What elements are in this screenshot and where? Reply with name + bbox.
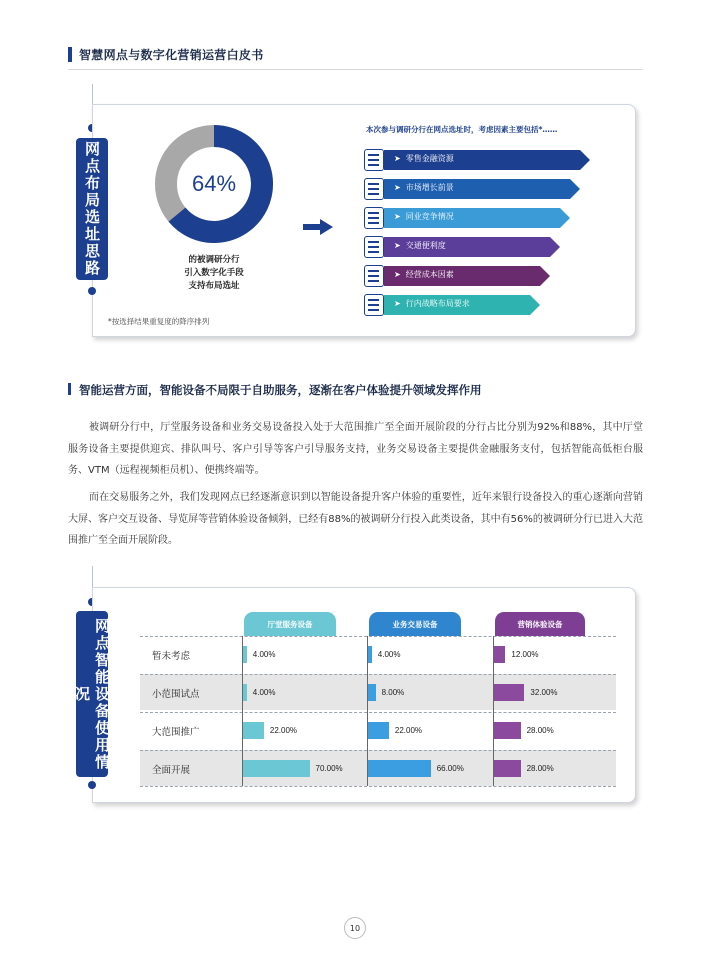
panel1-bottom-dot xyxy=(88,287,96,295)
factor-label: ➤ 同业竞争情况 xyxy=(394,212,454,221)
checklist-icon xyxy=(364,207,384,229)
bar-value-label: 70.00% xyxy=(315,764,343,773)
bar xyxy=(494,760,521,777)
caption-line: 的被调研分行 xyxy=(188,255,240,265)
bar-value-label: 66.00% xyxy=(436,764,464,773)
bar-value-label: 22.00% xyxy=(394,726,423,735)
bar xyxy=(243,684,247,701)
bar xyxy=(368,684,376,701)
column-header: 营销体验设备 xyxy=(495,612,585,636)
factor-label-text: 经营成本因素 xyxy=(405,270,454,279)
bar xyxy=(368,722,389,739)
factor-label: ➤ 零售金融资源 xyxy=(394,154,454,163)
page-number: 10 xyxy=(344,917,366,939)
factor-label-text: 同业竞争情况 xyxy=(405,212,454,221)
factor-label-text: 行内战略布局要求 xyxy=(405,299,470,308)
factor-label-text: 市场增长前景 xyxy=(405,183,454,192)
checklist-icon xyxy=(364,294,384,316)
bar xyxy=(494,684,524,701)
factor-label-text: 零售金融资源 xyxy=(405,154,454,163)
row-label: 大范围推广 xyxy=(152,727,200,738)
header-accent-bar xyxy=(68,47,72,62)
checklist-icon xyxy=(364,236,384,258)
bar xyxy=(494,722,521,739)
factor-item xyxy=(364,177,582,201)
row-label: 小范围试点 xyxy=(152,689,200,700)
heading-accent-bar xyxy=(68,383,71,395)
donut-chart xyxy=(155,125,273,243)
row-label: 暂未考虑 xyxy=(152,651,191,662)
donut-percent-label: 64% xyxy=(191,171,237,196)
caption-line: 支持布局选址 xyxy=(188,281,240,291)
factor-item xyxy=(364,206,572,230)
factor-item xyxy=(364,293,542,317)
bar-value-label: 4.00% xyxy=(252,688,276,697)
bar xyxy=(494,646,505,663)
bar-value-label: 12.00% xyxy=(511,650,539,659)
bar-value-label: 8.00% xyxy=(381,688,405,697)
panel1-top-connector xyxy=(92,84,93,104)
factor-item xyxy=(364,235,562,259)
bar-value-label: 28.00% xyxy=(526,726,554,735)
bar-value-label: 4.00% xyxy=(377,650,401,659)
paragraph: 而在交易服务之外，我们发现网点已经逐渐意识到以智能设备提升客户体验的重要性，近年来银行设备投入的重心逐渐向营销大屏、客户交互设备、导览屏等营销体验设备倾斜，已经有88%的被调研分行投入此类设备，其中有56%的被调研分行已进入大范围推广至全面开展阶段。 xyxy=(68,492,643,546)
factor-label: ➤ 经营成本因素 xyxy=(394,270,454,279)
bar xyxy=(368,646,372,663)
footnote: *按选择结果重复度的降序排列 xyxy=(108,317,210,326)
bar xyxy=(243,722,264,739)
row-label: 全面开展 xyxy=(152,765,191,776)
caption-line: 引入数字化手段 xyxy=(184,268,244,278)
factor-label-text: 交通便利度 xyxy=(405,241,446,250)
bar-value-label: 28.00% xyxy=(526,764,554,773)
checklist-icon xyxy=(364,149,384,171)
panel2-side-label: 网点智能设备使用情况 xyxy=(76,611,108,777)
panel1-side-label: 网点布局选址思路 xyxy=(76,138,108,280)
bar xyxy=(243,760,310,777)
checklist-icon xyxy=(364,178,384,200)
bar-value-label: 32.00% xyxy=(530,688,558,697)
bar-value-label: 4.00% xyxy=(252,650,276,659)
section-heading-text: 智能运营方面，智能设备不局限于自助服务，逐渐在客户体验提升领域发挥作用 xyxy=(79,383,482,397)
column-header: 厅堂服务设备 xyxy=(244,612,336,636)
factor-label: ➤ 行内战略布局要求 xyxy=(394,299,470,308)
donut-caption xyxy=(150,254,278,293)
factor-item xyxy=(364,148,592,172)
document-title: 智慧网点与数字化营销运营白皮书 xyxy=(79,48,264,62)
bar xyxy=(243,646,247,663)
factor-item xyxy=(364,264,552,288)
paragraph: 被调研分行中，厅堂服务设备和业务交易设备投入处于大范围推广至全面开展阶段的分行占比分别为92%和88%，其中厅堂服务设备主要提供迎宾、排队叫号、客户引导等客户引导服务支持，业务交易设备主要提供金融服务支付，包括智能高低柜台服务、VTM（远程视频柜员机）、便携终端等。 xyxy=(68,422,643,476)
section-heading xyxy=(68,382,482,398)
checklist-icon xyxy=(364,265,384,287)
right-arrow-icon xyxy=(303,219,333,235)
column-header: 业务交易设备 xyxy=(369,612,461,636)
factor-label: ➤ 市场增长前景 xyxy=(394,183,454,192)
table-bottom-rule xyxy=(140,786,616,787)
factor-label: ➤ 交通便利度 xyxy=(394,241,446,250)
panel2-bottom-dot xyxy=(88,781,96,789)
bar-value-label: 22.00% xyxy=(269,726,298,735)
panel2-top-connector xyxy=(92,566,93,587)
factors-title: 本次参与调研分行在网点选址时，考虑因素主要包括*…… xyxy=(366,125,558,134)
page-header xyxy=(68,44,643,70)
bar xyxy=(368,760,431,777)
